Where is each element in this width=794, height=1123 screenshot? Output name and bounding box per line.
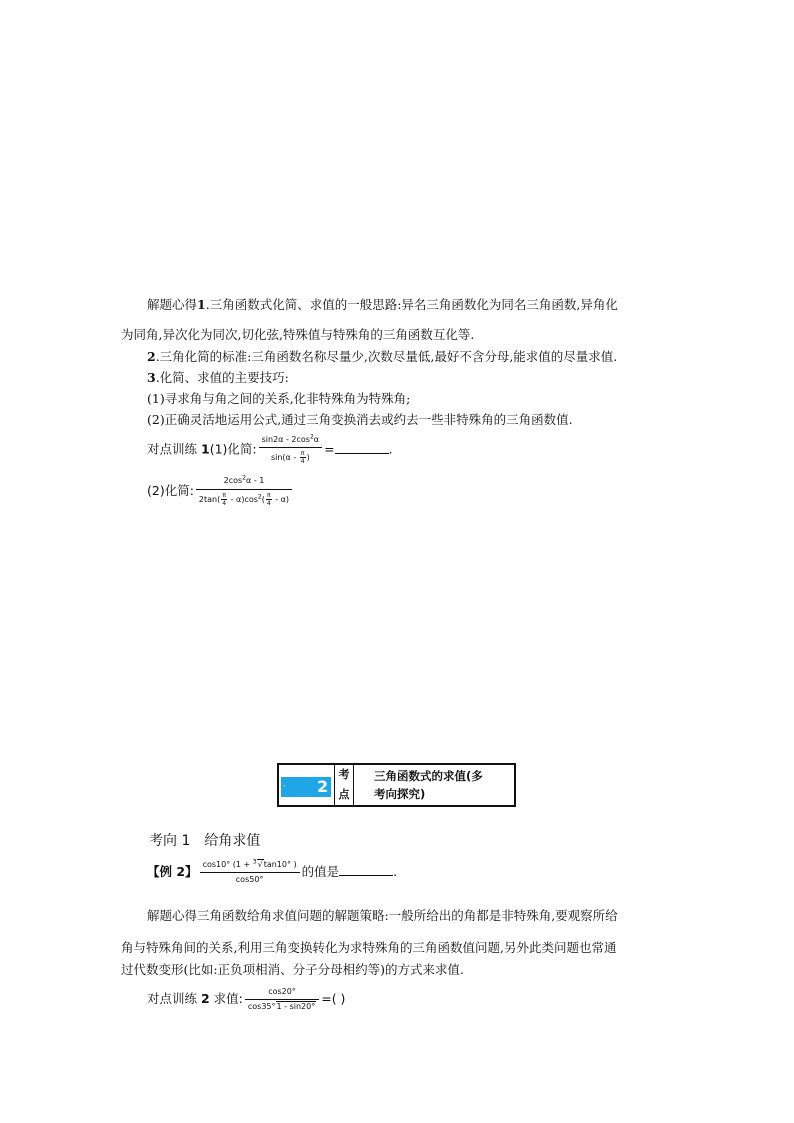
sqrt-radicand bbox=[276, 1001, 317, 1011]
section-title-line-2: 考向探究) bbox=[374, 787, 426, 801]
paren: ( bbox=[261, 495, 265, 504]
root-index: 3 bbox=[252, 858, 257, 866]
tip-paragraph-1 bbox=[147, 297, 618, 313]
direction-title: 给角求值 bbox=[204, 833, 261, 849]
practice-label: 求值: bbox=[209, 991, 243, 1006]
fraction-numerator: cos20° bbox=[245, 987, 319, 1000]
fraction-denominator: cos50° bbox=[235, 875, 264, 884]
radicand: 1 - sin20° bbox=[276, 1002, 316, 1011]
fraction-denominator-end: - α) bbox=[272, 495, 290, 504]
fraction-numerator: 2cos bbox=[223, 476, 243, 485]
example-tail: 的值是 bbox=[301, 864, 340, 879]
sqrt-sign: √ bbox=[257, 860, 263, 869]
fraction-numerator-end: α bbox=[313, 435, 320, 444]
section-number: 2 bbox=[317, 777, 329, 796]
section-header-box bbox=[277, 763, 516, 807]
tip-text: .三角化简的标准:三角函数名称尽量少,次数尽量低,最好不含分母,能求值的尽量求值. bbox=[155, 349, 618, 364]
four: 4 bbox=[266, 500, 271, 507]
badge-dot: · bbox=[283, 782, 286, 792]
practice-label: (1)化简: bbox=[209, 441, 257, 457]
kaodian-char-2: 点 bbox=[338, 788, 350, 801]
exponent: 2 bbox=[257, 493, 262, 501]
fraction-numerator: sin2α - 2cos bbox=[261, 435, 310, 444]
section-title bbox=[374, 767, 483, 803]
answer-blank[interactable] bbox=[339, 863, 393, 876]
practice-number: 2 bbox=[200, 991, 210, 1006]
tip-lead: 解题心得 bbox=[147, 297, 198, 312]
answer-blank[interactable] bbox=[335, 441, 389, 454]
tip-paragraph-5: (2)正确灵活地运用公式,通过三角变换消去或约去一些非特殊角的三角函数值. bbox=[147, 412, 573, 427]
example-2-fraction bbox=[200, 860, 300, 885]
tip-number: 2 bbox=[147, 349, 156, 364]
practice-lead: 对点训练 bbox=[147, 441, 201, 457]
tip-text: .化简、求值的主要技巧: bbox=[155, 370, 289, 385]
practice-lead: 对点训练 bbox=[147, 991, 201, 1006]
fraction-denominator: sin(α - bbox=[270, 453, 299, 462]
fraction-denominator: cos35° bbox=[247, 1002, 276, 1011]
tip-paragraph-2 bbox=[147, 349, 617, 365]
practice-1-fraction bbox=[259, 435, 322, 465]
tip-text: .三角函数式化简、求值的一般思路:异名三角函数化为同名三角函数,异角化 bbox=[205, 297, 618, 312]
practice-2 bbox=[147, 985, 345, 1013]
direction-label: 考向 1 bbox=[149, 833, 191, 849]
practice-2-fraction bbox=[196, 476, 292, 507]
practice-1-part-2 bbox=[147, 476, 294, 507]
tip-number: 3 bbox=[147, 370, 156, 385]
practice-3-fraction bbox=[245, 987, 319, 1012]
fraction-denominator-end: ) bbox=[306, 453, 310, 462]
direction-heading bbox=[149, 832, 260, 850]
fraction-denominator-mid: - α)cos bbox=[228, 495, 258, 504]
section-title-line-1: 三角函数式的求值(多 bbox=[374, 769, 483, 783]
pi-over-four bbox=[300, 450, 306, 465]
choice-paren: =( ) bbox=[321, 991, 346, 1006]
period: . bbox=[393, 864, 398, 879]
fraction-numerator: cos10° (1 + bbox=[202, 860, 253, 869]
tip-number: 1 bbox=[197, 297, 206, 312]
period: . bbox=[388, 441, 393, 457]
tip-paragraph-1-cont: 为同角,异次化为同次,切化弦,特殊值与特殊角的三角函数互化等. bbox=[121, 327, 475, 342]
tip-paragraph-6-cont-2: 过代数变形(比如:正负项相消、分子分母相约等)的方式来求值. bbox=[121, 962, 464, 977]
pi-over-four bbox=[221, 492, 227, 507]
exponent: 2 bbox=[309, 433, 314, 441]
four: 4 bbox=[300, 458, 305, 465]
pi: π bbox=[266, 492, 271, 499]
example-2 bbox=[147, 858, 397, 886]
pi: π bbox=[300, 450, 305, 457]
equals-sign: = bbox=[324, 441, 335, 457]
practice-1-part-1 bbox=[147, 435, 393, 465]
kaodian-label bbox=[334, 765, 354, 805]
practice-label: (2)化简: bbox=[147, 483, 194, 498]
practice-number: 1 bbox=[200, 441, 210, 457]
tip-paragraph-6-cont-1: 角与特殊角间的关系,利用三角变换转化为求特殊角的三角函数值问题,另外此类问题也常通 bbox=[121, 940, 617, 955]
four: 4 bbox=[222, 500, 227, 507]
fraction-numerator-end: α - 1 bbox=[246, 476, 265, 485]
tip-paragraph-4: (1)寻求角与角之间的关系,化非特殊角为特殊角; bbox=[147, 391, 411, 406]
tip-paragraph-6: 解题心得三角函数给角求值问题的解题策略:一般所给出的角都是非特殊角,要观察所给 bbox=[147, 908, 618, 923]
fraction-denominator: 2tan( bbox=[198, 495, 221, 504]
pi: π bbox=[222, 492, 226, 499]
kaodian-char-1: 考 bbox=[338, 768, 350, 781]
tip-paragraph-3 bbox=[147, 370, 289, 386]
example-lead: 【例 2】 bbox=[147, 864, 198, 879]
fraction-numerator-end: tan10° ) bbox=[263, 860, 297, 869]
exponent: 2 bbox=[242, 474, 247, 482]
pi-over-four bbox=[266, 492, 272, 507]
